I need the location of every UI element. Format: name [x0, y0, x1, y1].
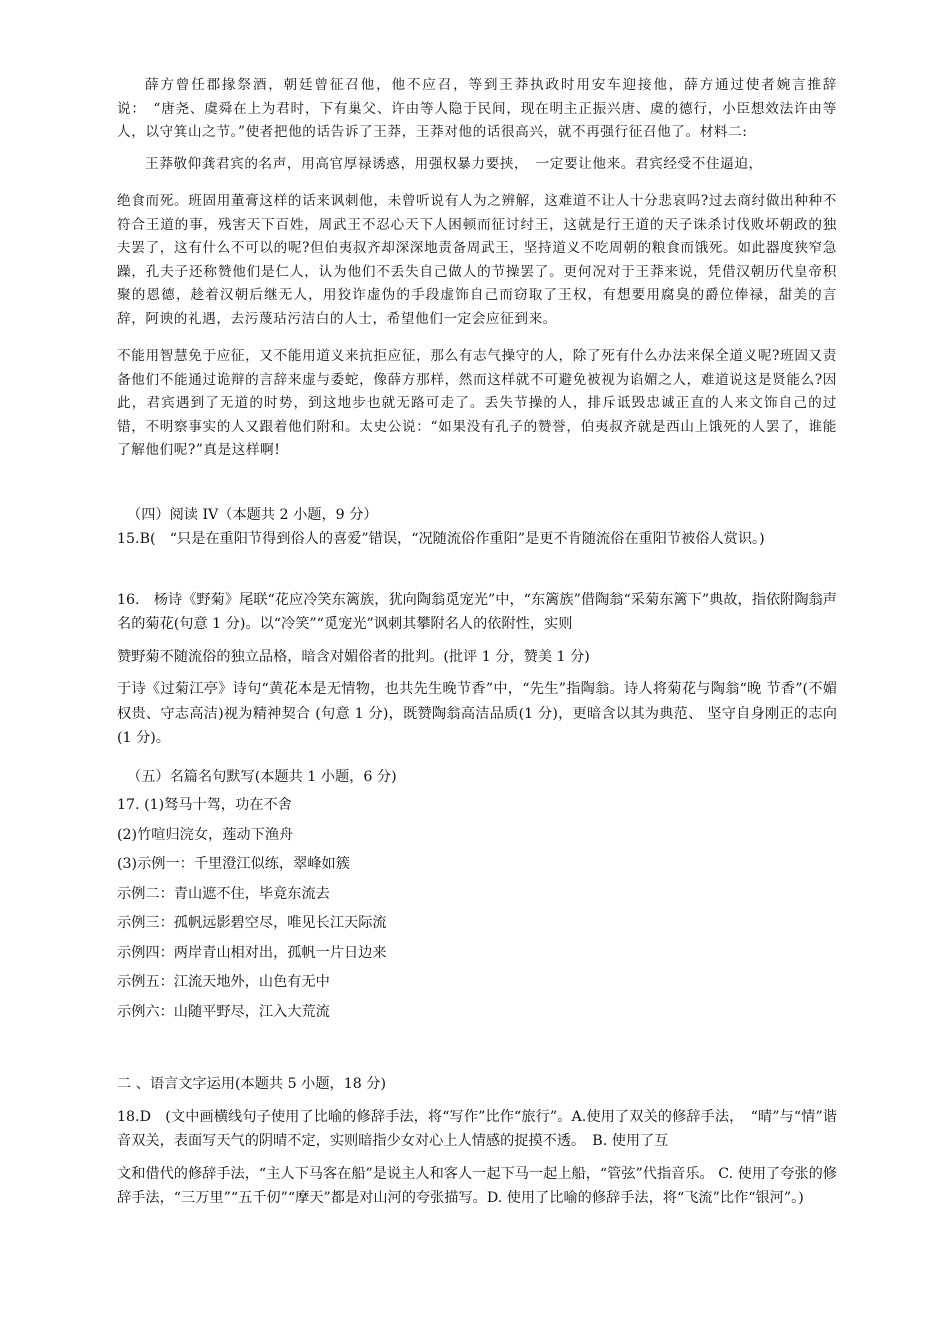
answer-q18-continued: 文和借代的修辞手法，“主人下马客在船”是说主人和客人一起下马一起上船，“管弦”代指音乐。 C. 使用了夸张的修辞手法，“三万里”“五千仞”“摩天”都是对山河的夸张描写。D. 使用了比喻的修辞手法，将“飞流”比作“银河”。): [117, 1165, 837, 1206]
answer-line: 示例五：江流天地外，山色有无中: [117, 974, 330, 990]
answer-q16-continued: 于诗《过菊江亭》诗句“黄花本是无情物，也共先生晚节香”中，“先生”指陶翁。诗人将菊花与陶翁“晚 节香”(不媚权贵、守志高洁)视为精神契合 (句意 1 分)，既赞陶翁高洁品质(1 分)，更暗含以其为典范、 坚守自身刚正的志向(1 分)。: [117, 681, 837, 746]
answer-q18: 18.D (文中画横线句子使用了比喻的修辞手法，将“写作”比作“旅行”。A.使用了双关的修辞手法， “晴”与“情”谐音双关，表面写天气的阴晴不定，实则暗指少女对心上人情感的捉摸不透。 B. 使用了互: [117, 1108, 837, 1149]
section-heading: （五）名篇名句默写(本题共 1 小题，6 分): [127, 768, 397, 785]
passage-paragraph: 绝食而死。班固用董膏这样的话来讽刺他，未曾听说有人为之辨解，这难道不让人十分悲哀吗?过去商纣做出种种不符合王道的事，残害天下百姓，周武王不忍心天下人困顿而征讨纣王，这就是行王道的天子诛杀讨伐败坏朝政的独夫罢了，这有什么不可以的呢?但伯夷叔齐却深深地责备周武王，坚持道义不吃周朝的粮食而饿死。如此器度狭窄急躁，孔夫子还称赞他们是仁人，认为他们不丢失自己做人的节操罢了。更何况对于王莽来说，凭借汉朝历代皇帝积聚的恩德，趁着汉朝后继无人，用狡诈虚伪的手段虚饰自己而窃取了王权，有想要用腐臭的爵位俸禄，甜美的言辞，阿谀的礼遇，去污蔑玷污洁白的人士，希望他们一定会应征到来。: [117, 193, 837, 327]
answer-line: 示例六：山随平野尽，江入大荒流: [117, 1003, 330, 1020]
answer-line: 示例二：青山遮不住，毕竟东流去: [117, 885, 330, 902]
answer-line: (2)竹喧归浣女，莲动下渔舟: [117, 826, 294, 843]
section-heading: （四）阅读 IV（本题共 2 小题，9 分）: [127, 506, 378, 523]
answer-line: 示例三：孤帆远影碧空尽，唯见长江天际流: [117, 915, 387, 931]
answer-line: 17. (1)驽马十驾，功在不舍: [117, 797, 292, 813]
passage-paragraph: 薛方曾任郡掾祭酒，朝廷曾征召他，他不应召，等到王莽执政时用安车迎接他，薛方通过使者婉言推辞说： “唐尧、虞舜在上为君时，下有巢父、许由等人隐于民间，现在明主正振兴唐、虞的德行，小臣想效法许由等人，以守箕山之节。”使者把他的话告诉了王莽，王莽对他的话很高兴，就不再强行征召他了。材料二:: [117, 77, 837, 140]
answer-q16: 16. 杨诗《野菊》尾联“花应冷笑东篱族，犹向陶翁觅宠光”中，“东篱族”借陶翁“采菊东篱下”典故，指依附陶翁声名的菊花(句意 1 分)。以“冷笑”“觅宠光”讽刺其攀附名人的依附性，实则: [117, 591, 837, 632]
passage-paragraph: 不能用智慧免于应征，又不能用道义来抗拒应征，那么有志气操守的人，除了死有什么办法来保全道义呢?班固又责备他们不能通过诡辩的言辞来虚与委蛇，像薛方那样，然而这样就不可避免被视为谄媚之人，难道说这是贤能么?因此，君宾遇到了无道的时势，到这地步也就无路可走了。丢失节操的人，排斥诋毁忠诚正直的人来文饰自己的过错，不明察事实的人又跟着他们附和。太史公说：“如果没有孔子的赞誉，伯夷叔齐就是西山上饿死的人罢了，谁能了解他们呢?”真是这样啊!: [117, 348, 837, 458]
answer-line: (3)示例一：千里澄江似练，翠峰如簇: [117, 856, 350, 872]
answer-q15: 15.B( “只是在重阳节得到俗人的喜爱”错误，“况随流俗作重阳”是更不肯随流俗在重阳节被俗人赏识。): [117, 531, 765, 547]
answer-line: 示例四：两岸青山相对出，孤帆一片日边来: [117, 944, 387, 961]
section-heading: 二 、语言文字运用(本题共 5 小题，18 分): [117, 1076, 387, 1092]
answer-q16-continued: 赞野菊不随流俗的独立品格，暗含对媚俗者的批判。(批评 1 分，赞美 1 分): [117, 648, 590, 665]
passage-paragraph: 王莽敬仰龚君宾的名声，用高官厚禄诱惑，用强权暴力要挟， 一定要让他来。君宾经受不住逼迫，: [145, 155, 763, 172]
document-page: [117, 74, 837, 1211]
